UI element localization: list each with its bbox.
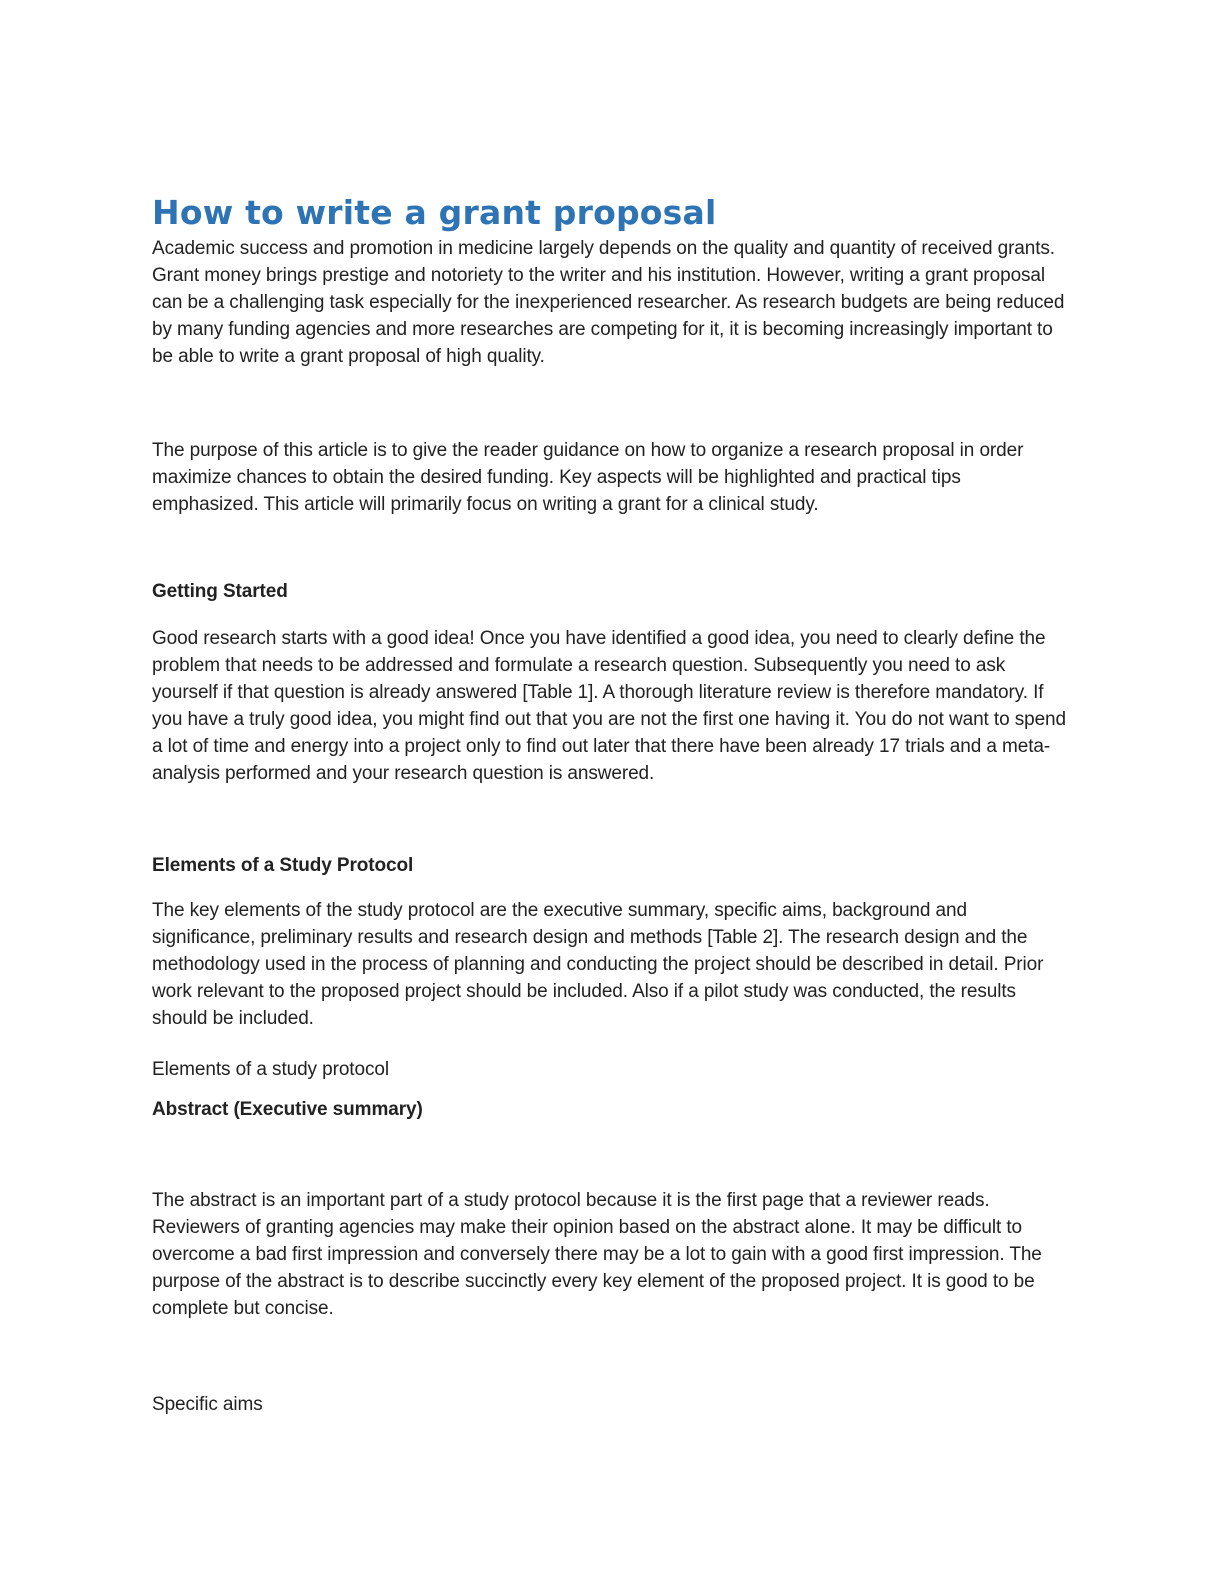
heading-specific-aims: Specific aims <box>152 1394 263 1415</box>
paragraph-abstract: The abstract is an important part of a study protocol because it is the first page that a reviewer reads. Reviewers of granting agencies may make their opinion based on the abstract alone. It may be difficult to overcome a bad first impression and conversely there may be a lot to gain with a good first impression. The purpose of the abstract is to describe succinctly every key element of the proposed project. It is good to be complete but concise. <box>152 1190 1042 1319</box>
paragraph-intro: Academic success and promotion in medicine largely depends on the quality and quantity of received grants. Grant money brings prestige and notoriety to the writer and his institution. However, writing a grant proposal can be a challenging task especially for the inexperienced researcher. As research budgets are being reduced by many funding agencies and more researches are competing for it, it is becoming increasingly important to be able to write a grant proposal of high quality. <box>152 238 1065 367</box>
caption-elements-study-protocol: Elements of a study protocol <box>152 1059 389 1080</box>
paragraph-elements: The key elements of the study protocol are the executive summary, specific aims, background and significance, preliminary results and research design and methods [Table 2]. The research design and the methodology used in the process of planning and conducting the project should be described in detail. Prior work relevant to the proposed project should be included. Also if a pilot study was conducted, the results should be included. <box>152 900 1044 1029</box>
heading-getting-started: Getting Started <box>152 580 288 602</box>
paragraph-getting-started: Good research starts with a good idea! Once you have identified a good idea, you need to clearly define the problem that needs to be addressed and formulate a research question. Subsequently you need to ask yourself if that question is already answered [Table 1]. A thorough literature review is therefore mandatory. If you have a truly good idea, you might find out that you are not the first one having it. You do not want to spend a lot of time and energy into a project only to find out later that there have been already 17 trials and a meta-analysis performed and your research question is answered. <box>152 628 1066 784</box>
paragraph-purpose: The purpose of this article is to give the reader guidance on how to organize a research proposal in order maximize chances to obtain the desired funding. Key aspects will be highlighted and practical tips emphasized. This article will primarily focus on writing a grant for a clinical study. <box>152 440 1024 515</box>
heading-elements-study-protocol: Elements of a Study Protocol <box>152 854 414 876</box>
document-title: How to write a grant proposal <box>152 193 717 233</box>
heading-abstract-executive-summary: Abstract (Executive summary) <box>152 1098 423 1120</box>
